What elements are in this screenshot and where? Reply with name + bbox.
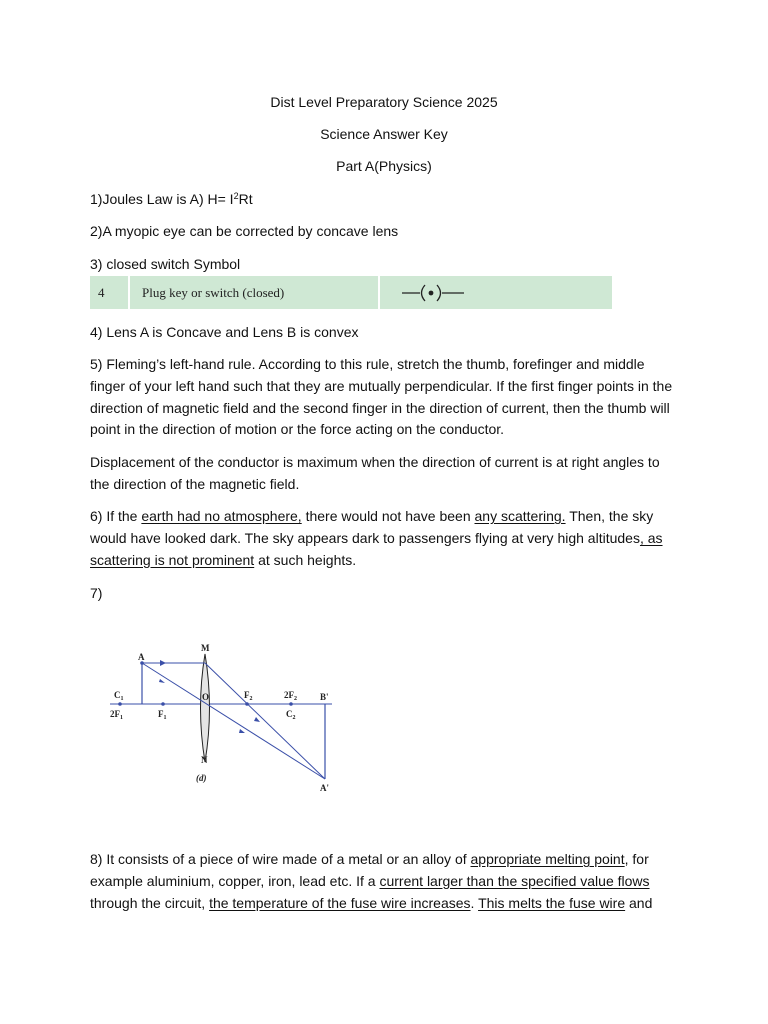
answer-6-text-2: there would not have been — [301, 508, 475, 524]
answer-6-text-3: Then, the sky would have looked dark. The sky appears dark to passengers flying at very high altitudes — [90, 508, 654, 546]
label-f1: $F_1$ — [158, 709, 167, 721]
answer-6-text-4: at such heights. — [254, 551, 357, 568]
closed-switch-icon — [402, 283, 466, 303]
diagram-caption: (d) — [196, 773, 207, 783]
answer-8-text-5: and — [625, 894, 653, 911]
answer-6-underline-2: any scattering. — [474, 508, 566, 524]
answer-5-paragraph-1: 5) Fleming’s left-hand rule. According to this rule, stretch the thumb, forefinger and middle finger of your left hand such that they are mutually perpendicular. If the first finger points in the direction of magnetic field and the second finger in the direction of current, then the thumb will point in the direction of motion or the force acting on the conductor. — [90, 356, 673, 438]
closed-switch-symbol — [380, 276, 612, 309]
label-f2: $F_2$ — [244, 690, 253, 702]
answer-8-underline-2: current larger than the specified value flows — [379, 872, 650, 889]
label-b-prime: B' — [320, 692, 329, 702]
ray-refracted — [205, 663, 325, 779]
answer-6-text-1: 6) If the — [90, 508, 142, 524]
label-2f1: $2F_1$ — [110, 709, 123, 721]
answer-6-underline-1: earth had no atmosphere, — [141, 508, 302, 524]
answer-5-paragraph-2: Displacement of the conductor is maximum when the direction of current is at right angles to the direction of the magnetic field. — [90, 454, 660, 492]
arrowhead-1 — [160, 660, 166, 666]
symbol-row-number: 4 — [90, 276, 130, 309]
label-o: O — [202, 692, 210, 702]
arrowhead-4 — [159, 679, 165, 683]
lens-ray-diagram — [108, 640, 348, 800]
switch-symbol-table — [90, 276, 612, 309]
answer-8-underline-1: appropriate melting point — [470, 851, 625, 867]
point-f2 — [245, 702, 249, 706]
label-a: A — [138, 652, 145, 662]
point-2f1 — [118, 702, 122, 706]
convex-lens — [201, 654, 210, 762]
label-2f2: $2F_2$ — [284, 690, 297, 702]
answer-7-label: 7) — [90, 585, 103, 601]
label-c1: $C_1$ — [114, 690, 124, 702]
answer-1-text: 1)Joules Law is A) H= I — [90, 191, 234, 207]
arrowhead-3 — [239, 729, 245, 733]
answer-8-underline-3: the temperature of the fuse wire increases — [209, 894, 471, 911]
label-c2: $C_2$ — [286, 709, 296, 721]
answer-8 — [90, 849, 678, 914]
answer-1-superscript: 2 — [233, 191, 239, 201]
answer-1 — [90, 189, 678, 211]
answer-8-text-2: , for example aluminium, copper, iron, lead etc. If a — [90, 851, 649, 889]
answer-6-underline-3: , as scattering is not prominent — [90, 529, 663, 568]
label-a-prime: A' — [320, 783, 329, 793]
answer-8-text-4: . — [470, 894, 479, 911]
answer-8-text-3: through the circuit, — [90, 894, 210, 911]
point-2f2 — [289, 702, 293, 706]
answer-3: 3) closed switch Symbol — [90, 256, 241, 272]
part-heading: Part A(Physics) — [336, 158, 432, 174]
answer-4: 4) Lens A is Concave and Lens B is convex — [90, 324, 359, 340]
document-subtitle: Science Answer Key — [320, 126, 448, 142]
point-f1 — [161, 702, 165, 706]
answer-8-underline-4: This melts the fuse wire — [478, 894, 626, 911]
arrowhead-2 — [254, 717, 260, 722]
symbol-row-label: Plug key or switch (closed) — [130, 276, 380, 309]
answer-8-text-1: 8) It consists of a piece of wire made of a metal or an alloy of — [90, 851, 471, 867]
answer-2: 2)A myopic eye can be corrected by concave lens — [90, 223, 399, 239]
answer-1-suffix: Rt — [238, 191, 253, 207]
ray-central — [142, 663, 325, 779]
label-n: N — [201, 755, 208, 765]
answer-6 — [90, 506, 678, 571]
document-title: Dist Level Preparatory Science 2025 — [270, 94, 498, 110]
label-m: M — [201, 643, 210, 653]
